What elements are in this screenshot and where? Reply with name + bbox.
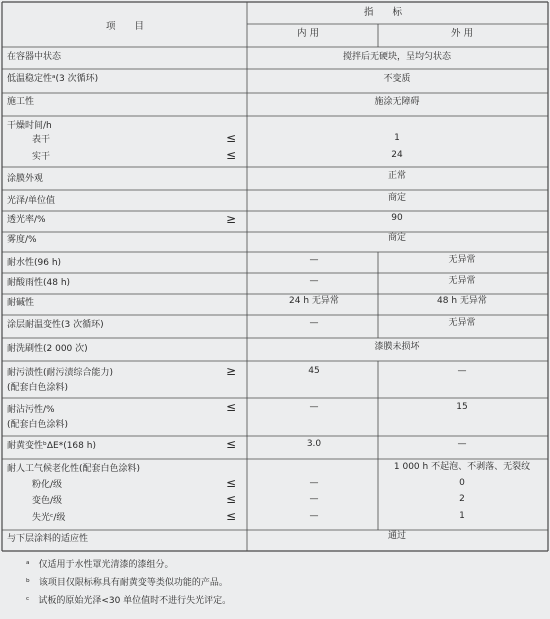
row-item: 耐酸雨性(48 h) <box>7 278 71 288</box>
interior-value: — <box>309 511 319 521</box>
row-item: 耐沾污性/% <box>7 405 55 415</box>
interior-value: — <box>309 255 319 265</box>
row-item: 施工性 <box>7 97 35 107</box>
row-value: 1 <box>394 133 400 143</box>
header-indicator: 指 标 <box>363 7 403 18</box>
row-item-note: (配套白色涂料) <box>7 383 69 393</box>
row-item: 耐水性(96 h) <box>7 258 62 268</box>
comparison-symbol: ≤ <box>225 476 237 490</box>
exterior-value: — <box>457 439 467 449</box>
interior-value: — <box>309 276 319 286</box>
row-item: 透光率/% <box>7 215 46 225</box>
row-value: 搅拌后无硬块，呈均匀状态 <box>342 52 452 62</box>
row-value: 90 <box>391 213 403 223</box>
row-item: 光泽/单位值 <box>7 196 56 206</box>
interior-value: 24 h 无异常 <box>289 296 339 306</box>
comparison-symbol: ≥ <box>225 364 237 378</box>
row-item: 耐碱性 <box>7 298 35 308</box>
sub-item: 表干 <box>32 135 51 145</box>
row-item: 耐黄变性ᵇΔE*(168 h) <box>7 441 96 451</box>
sub-item: 粉化/级 <box>32 480 63 490</box>
sub-item: 实干 <box>32 152 51 162</box>
row-item: 耐人工气候老化性(配套白色涂料) <box>7 464 141 474</box>
exterior-value: 1 000 h 不起泡、不剥落、无裂纹 <box>393 462 531 472</box>
row-item: 耐污渍性(耐污渍综合能力) <box>7 368 114 378</box>
row-item: 在容器中状态 <box>7 52 62 62</box>
comparison-symbol: ≤ <box>225 437 237 451</box>
comparison-symbol: ≤ <box>225 492 237 506</box>
row-item-note: (配套白色涂料) <box>7 420 69 430</box>
interior-value: 45 <box>308 366 320 376</box>
interior-value: — <box>309 478 319 488</box>
row-value: 正常 <box>387 171 407 181</box>
row-item: 雾度/% <box>7 235 37 245</box>
header-interior: 内 用 <box>296 28 320 39</box>
row-item: 涂膜外观 <box>7 174 44 184</box>
row-item: 耐洗刷性(2 000 次) <box>7 344 88 354</box>
interior-value: — <box>309 402 319 412</box>
exterior-value: 无异常 <box>448 276 476 286</box>
exterior-value: 2 <box>459 494 465 504</box>
row-value: 施涂无障碍 <box>374 97 420 107</box>
row-value: 通过 <box>387 531 407 541</box>
exterior-value: — <box>457 366 467 376</box>
sub-item: 变色/级 <box>32 496 63 506</box>
interior-value: — <box>309 318 319 328</box>
sub-item: 失光ᶜ/级 <box>32 513 66 523</box>
comparison-symbol: ≥ <box>225 212 237 226</box>
comparison-symbol: ≤ <box>225 131 237 145</box>
exterior-value: 15 <box>456 402 468 412</box>
footnote: ᶜ 试板的原始光泽<30 单位值时不进行失光评定。 <box>26 596 232 606</box>
comparison-symbol: ≤ <box>225 400 237 414</box>
exterior-value: 无异常 <box>448 255 476 265</box>
header-exterior: 外 用 <box>450 28 474 39</box>
header-item: 项 目 <box>105 21 145 32</box>
exterior-value: 1 <box>459 511 465 521</box>
exterior-value: 0 <box>459 478 465 488</box>
exterior-value: 48 h 无异常 <box>437 296 487 306</box>
row-item: 与下层涂料的适应性 <box>7 534 89 544</box>
footnote: ᵇ 该项目仅限标称具有耐黄变等类似功能的产品。 <box>26 578 228 588</box>
row-value: 商定 <box>387 233 407 243</box>
comparison-symbol: ≤ <box>225 148 237 162</box>
row-value: 24 <box>391 150 403 160</box>
row-value: 商定 <box>387 193 407 203</box>
row-value: 不变质 <box>383 74 411 84</box>
exterior-value: 无异常 <box>448 318 476 328</box>
interior-value: 3.0 <box>306 439 322 449</box>
row-item: 低温稳定性ᵃ(3 次循环) <box>7 74 99 84</box>
row-item: 涂层耐温变性(3 次循环) <box>7 320 104 330</box>
comparison-symbol: ≤ <box>225 509 237 523</box>
interior-value: — <box>309 494 319 504</box>
row-value: 漆膜未损坏 <box>374 342 420 352</box>
row-item: 干燥时间/h <box>7 121 52 131</box>
footnote: ᵃ 仅适用于水性罩光清漆的漆组分。 <box>26 560 174 570</box>
